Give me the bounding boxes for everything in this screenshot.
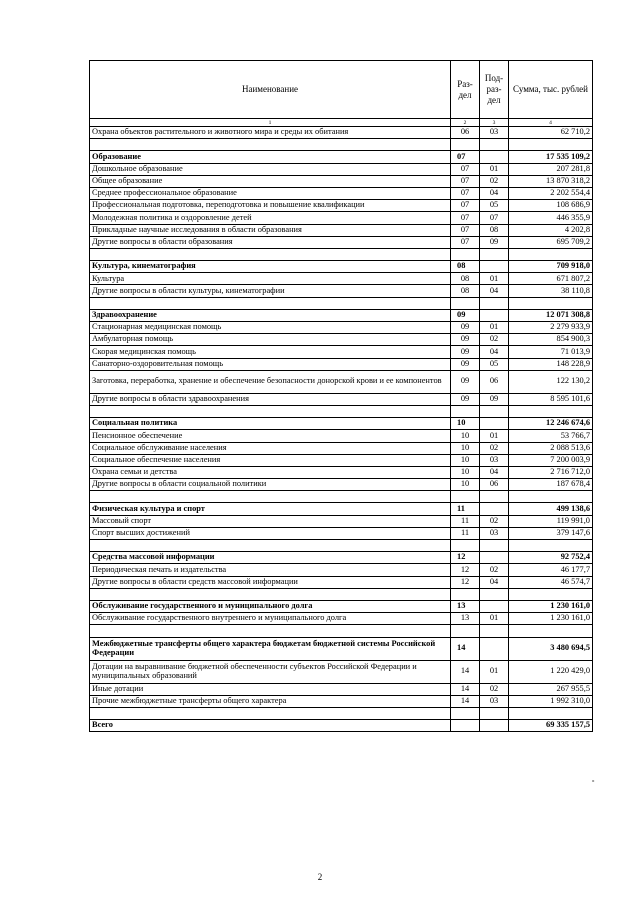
row-podrazdel: 06 [480,479,509,491]
spacer-row [90,405,593,417]
row-razdel: 08 [451,285,480,297]
row-podrazdel [480,261,509,273]
row-sum: 2 279 933,9 [509,322,593,334]
row-razdel: 07 [451,200,480,212]
row-sum: 671 807,2 [509,273,593,285]
header-name: Наименование [90,61,451,119]
row-razdel: 10 [451,466,480,478]
row-podrazdel: 08 [480,224,509,236]
row-podrazdel: 05 [480,358,509,370]
empty-cell [451,707,480,719]
row-sum: 46 177,7 [509,564,593,576]
row-razdel: 10 [451,479,480,491]
row-sum: 12 071 308,8 [509,309,593,321]
section-row [90,637,593,660]
row-sum: 207 281,8 [509,163,593,175]
row-podrazdel: 04 [480,346,509,358]
empty-cell [509,625,593,637]
row-name: Общее образование [90,175,451,187]
column-number: 2 [451,119,480,127]
empty-cell [509,248,593,260]
row-sum: 1 220 429,0 [509,660,593,683]
row-podrazdel [480,503,509,515]
spacer-row [90,707,593,719]
table-row [90,370,593,393]
row-razdel: 10 [451,430,480,442]
row-name: Другие вопросы в области образования [90,236,451,248]
row-sum: 854 900,3 [509,334,593,346]
empty-cell [480,707,509,719]
row-razdel: 14 [451,660,480,683]
empty-cell [90,248,451,260]
row-name: Заготовка, переработка, хранение и обеспечение безопасности донорской крови и ее компонентов [90,370,451,393]
table-row [90,442,593,454]
empty-cell [451,297,480,309]
table-row [90,187,593,199]
row-name: Межбюджетные трансферты общего характера бюджетам бюджетной системы Российской Федерации [90,637,451,660]
empty-cell [480,139,509,151]
row-razdel: 09 [451,322,480,334]
row-podrazdel [480,309,509,321]
table-row [90,334,593,346]
table-row [90,322,593,334]
row-podrazdel: 01 [480,322,509,334]
table-row [90,454,593,466]
row-sum: 7 200 003,9 [509,454,593,466]
row-razdel: 12 [451,564,480,576]
row-sum: 8 595 101,6 [509,393,593,405]
row-podrazdel: 03 [480,127,509,139]
row-name: Охрана семьи и детства [90,466,451,478]
spacer-row [90,139,593,151]
row-razdel: 07 [451,163,480,175]
empty-cell [90,707,451,719]
row-podrazdel: 09 [480,393,509,405]
row-razdel: 07 [451,212,480,224]
row-razdel: 14 [451,683,480,695]
row-razdel: 09 [451,393,480,405]
table-row [90,613,593,625]
row-sum: 108 686,9 [509,200,593,212]
section-row [90,503,593,515]
table-row [90,576,593,588]
row-sum: 267 955,5 [509,683,593,695]
empty-cell [509,297,593,309]
row-name: Санаторно-оздоровительная помощь [90,358,451,370]
row-name: Культура, кинематография [90,261,451,273]
empty-cell [509,139,593,151]
row-podrazdel: 02 [480,175,509,187]
row-razdel: 07 [451,187,480,199]
table-row [90,515,593,527]
empty-cell [90,405,451,417]
table-row [90,285,593,297]
table-row [90,466,593,478]
row-name: Стационарная медицинская помощь [90,322,451,334]
row-name: Спорт высших достижений [90,527,451,539]
row-name: Скорая медицинская помощь [90,346,451,358]
row-name: Амбулаторная помощь [90,334,451,346]
row-podrazdel [480,637,509,660]
row-razdel: 11 [451,503,480,515]
section-row [90,261,593,273]
table-row [90,527,593,539]
empty-cell [90,540,451,552]
row-name: Другие вопросы в области средств массовой информации [90,576,451,588]
row-razdel: 13 [451,613,480,625]
empty-cell [451,139,480,151]
empty-cell [509,405,593,417]
row-sum: 2 202 554,4 [509,187,593,199]
row-sum: 53 766,7 [509,430,593,442]
row-sum: 119 991,0 [509,515,593,527]
row-name: Периодическая печать и издательства [90,564,451,576]
row-name: Профессиональная подготовка, переподготовка и повышение квалификации [90,200,451,212]
row-name: Другие вопросы в области культуры, кинематографии [90,285,451,297]
row-name: Иные дотации [90,683,451,695]
row-sum: 13 870 318,2 [509,175,593,187]
row-razdel: 09 [451,309,480,321]
budget-table [89,60,593,732]
row-podrazdel: 04 [480,466,509,478]
row-sum: 1 230 161,0 [509,613,593,625]
row-podrazdel [480,418,509,430]
column-number: 3 [480,119,509,127]
table-row [90,358,593,370]
row-podrazdel: 07 [480,212,509,224]
section-row [90,309,593,321]
section-row [90,418,593,430]
column-number: 4 [509,119,593,127]
row-podrazdel: 02 [480,683,509,695]
row-razdel: 09 [451,358,480,370]
empty-cell [451,588,480,600]
row-name: Другие вопросы в области социальной политики [90,479,451,491]
row-name: Образование [90,151,451,163]
row-name: Социальное обслуживание населения [90,442,451,454]
row-podrazdel: 09 [480,236,509,248]
row-name: Социальное обеспечение населения [90,454,451,466]
spacer-row [90,297,593,309]
row-podrazdel: 01 [480,613,509,625]
row-razdel: 12 [451,552,480,564]
row-razdel: 06 [451,127,480,139]
section-row [90,720,593,732]
section-row [90,552,593,564]
row-name: Молодежная политика и оздоровление детей [90,212,451,224]
table-row [90,175,593,187]
row-sum: 695 709,2 [509,236,593,248]
table-row [90,127,593,139]
table-row [90,479,593,491]
row-razdel: 07 [451,236,480,248]
table-row [90,236,593,248]
row-name: Пенсионное обеспечение [90,430,451,442]
row-sum: 709 918,0 [509,261,593,273]
row-sum: 17 535 109,2 [509,151,593,163]
row-sum: 4 202,8 [509,224,593,236]
row-podrazdel: 02 [480,564,509,576]
row-razdel: 08 [451,273,480,285]
row-name: Среднее профессиональное образование [90,187,451,199]
row-podrazdel: 01 [480,430,509,442]
row-razdel: 10 [451,418,480,430]
row-podrazdel: 01 [480,660,509,683]
row-razdel: 10 [451,454,480,466]
row-sum: 62 710,2 [509,127,593,139]
row-name: Массовый спорт [90,515,451,527]
header-podrazdel: Под-раз-дел [480,61,509,119]
row-sum: 46 574,7 [509,576,593,588]
row-razdel: 11 [451,515,480,527]
table-row [90,224,593,236]
table-row [90,212,593,224]
row-podrazdel: 03 [480,527,509,539]
empty-cell [451,491,480,503]
row-name: Дошкольное образование [90,163,451,175]
row-razdel: 07 [451,151,480,163]
empty-cell [480,540,509,552]
empty-cell [90,588,451,600]
row-sum: 446 355,9 [509,212,593,224]
row-razdel [451,720,480,732]
row-podrazdel: 05 [480,200,509,212]
empty-cell [451,625,480,637]
row-podrazdel: 02 [480,515,509,527]
table-row [90,695,593,707]
row-sum: 379 147,6 [509,527,593,539]
row-sum: 71 013,9 [509,346,593,358]
row-podrazdel [480,552,509,564]
row-name: Другие вопросы в области здравоохранения [90,393,451,405]
row-razdel: 11 [451,527,480,539]
row-name: Физическая культура и спорт [90,503,451,515]
empty-cell [480,625,509,637]
row-sum: 1 230 161,0 [509,600,593,612]
row-name: Обслуживание государственного и муниципального долга [90,600,451,612]
closing-quote: » [592,779,595,784]
table-row [90,430,593,442]
empty-cell [509,491,593,503]
empty-cell [90,139,451,151]
row-razdel: 12 [451,576,480,588]
table-header-row [90,61,593,119]
row-podrazdel [480,720,509,732]
row-razdel: 09 [451,334,480,346]
row-podrazdel: 02 [480,334,509,346]
header-razdel: Раз-дел [451,61,480,119]
column-number: 1 [90,119,451,127]
row-podrazdel: 04 [480,285,509,297]
row-podrazdel: 04 [480,576,509,588]
table-row [90,660,593,683]
empty-cell [480,297,509,309]
row-sum: 122 130,2 [509,370,593,393]
row-razdel: 09 [451,370,480,393]
row-razdel: 07 [451,224,480,236]
spacer-row [90,625,593,637]
row-razdel: 14 [451,637,480,660]
row-name: Здравоохранение [90,309,451,321]
empty-cell [90,491,451,503]
row-razdel: 14 [451,695,480,707]
row-sum: 3 480 694,5 [509,637,593,660]
row-name: Прочие межбюджетные трансферты общего характера [90,695,451,707]
empty-cell [451,248,480,260]
row-podrazdel [480,600,509,612]
empty-cell [90,625,451,637]
row-name: Всего [90,720,451,732]
empty-cell [480,588,509,600]
section-row [90,600,593,612]
row-name: Дотации на выравнивание бюджетной обеспеченности субъектов Российской Федерации и муниципальных образований [90,660,451,683]
empty-cell [451,540,480,552]
table-row [90,393,593,405]
spacer-row [90,491,593,503]
row-sum: 499 138,6 [509,503,593,515]
row-podrazdel: 03 [480,695,509,707]
row-name: Культура [90,273,451,285]
spacer-row [90,248,593,260]
table-row [90,683,593,695]
table-row [90,163,593,175]
spacer-row [90,540,593,552]
row-name: Социальная политика [90,418,451,430]
row-podrazdel: 04 [480,187,509,199]
empty-cell [480,405,509,417]
header-summa: Сумма, тыс. рублей [509,61,593,119]
table-row [90,346,593,358]
row-podrazdel: 03 [480,454,509,466]
row-sum: 2 716 712,0 [509,466,593,478]
empty-cell [509,588,593,600]
empty-cell [509,707,593,719]
row-sum: 69 335 157,5 [509,720,593,732]
row-podrazdel: 01 [480,273,509,285]
column-number-row [90,119,593,127]
row-razdel: 07 [451,175,480,187]
table-row [90,273,593,285]
row-sum: 92 752,4 [509,552,593,564]
row-razdel: 08 [451,261,480,273]
row-podrazdel: 02 [480,442,509,454]
row-sum: 187 678,4 [509,479,593,491]
row-razdel: 09 [451,346,480,358]
row-sum: 38 110,8 [509,285,593,297]
empty-cell [480,248,509,260]
row-podrazdel: 01 [480,163,509,175]
empty-cell [90,297,451,309]
row-podrazdel: 06 [480,370,509,393]
row-sum: 12 246 674,6 [509,418,593,430]
empty-cell [480,491,509,503]
empty-cell [451,405,480,417]
section-row [90,151,593,163]
table-row [90,200,593,212]
row-razdel: 10 [451,442,480,454]
row-name: Средства массовой информации [90,552,451,564]
row-razdel: 13 [451,600,480,612]
row-sum: 1 992 310,0 [509,695,593,707]
row-name: Охрана объектов растительного и животного мира и среды их обитания [90,127,451,139]
row-sum: 2 088 513,6 [509,442,593,454]
row-name: Прикладные научные исследования в области образования [90,224,451,236]
row-name: Обслуживание государственного внутреннего и муниципального долга [90,613,451,625]
spacer-row [90,588,593,600]
row-sum: 148 228,9 [509,358,593,370]
table-row [90,564,593,576]
page-number: 2 [317,872,323,882]
empty-cell [509,540,593,552]
row-podrazdel [480,151,509,163]
